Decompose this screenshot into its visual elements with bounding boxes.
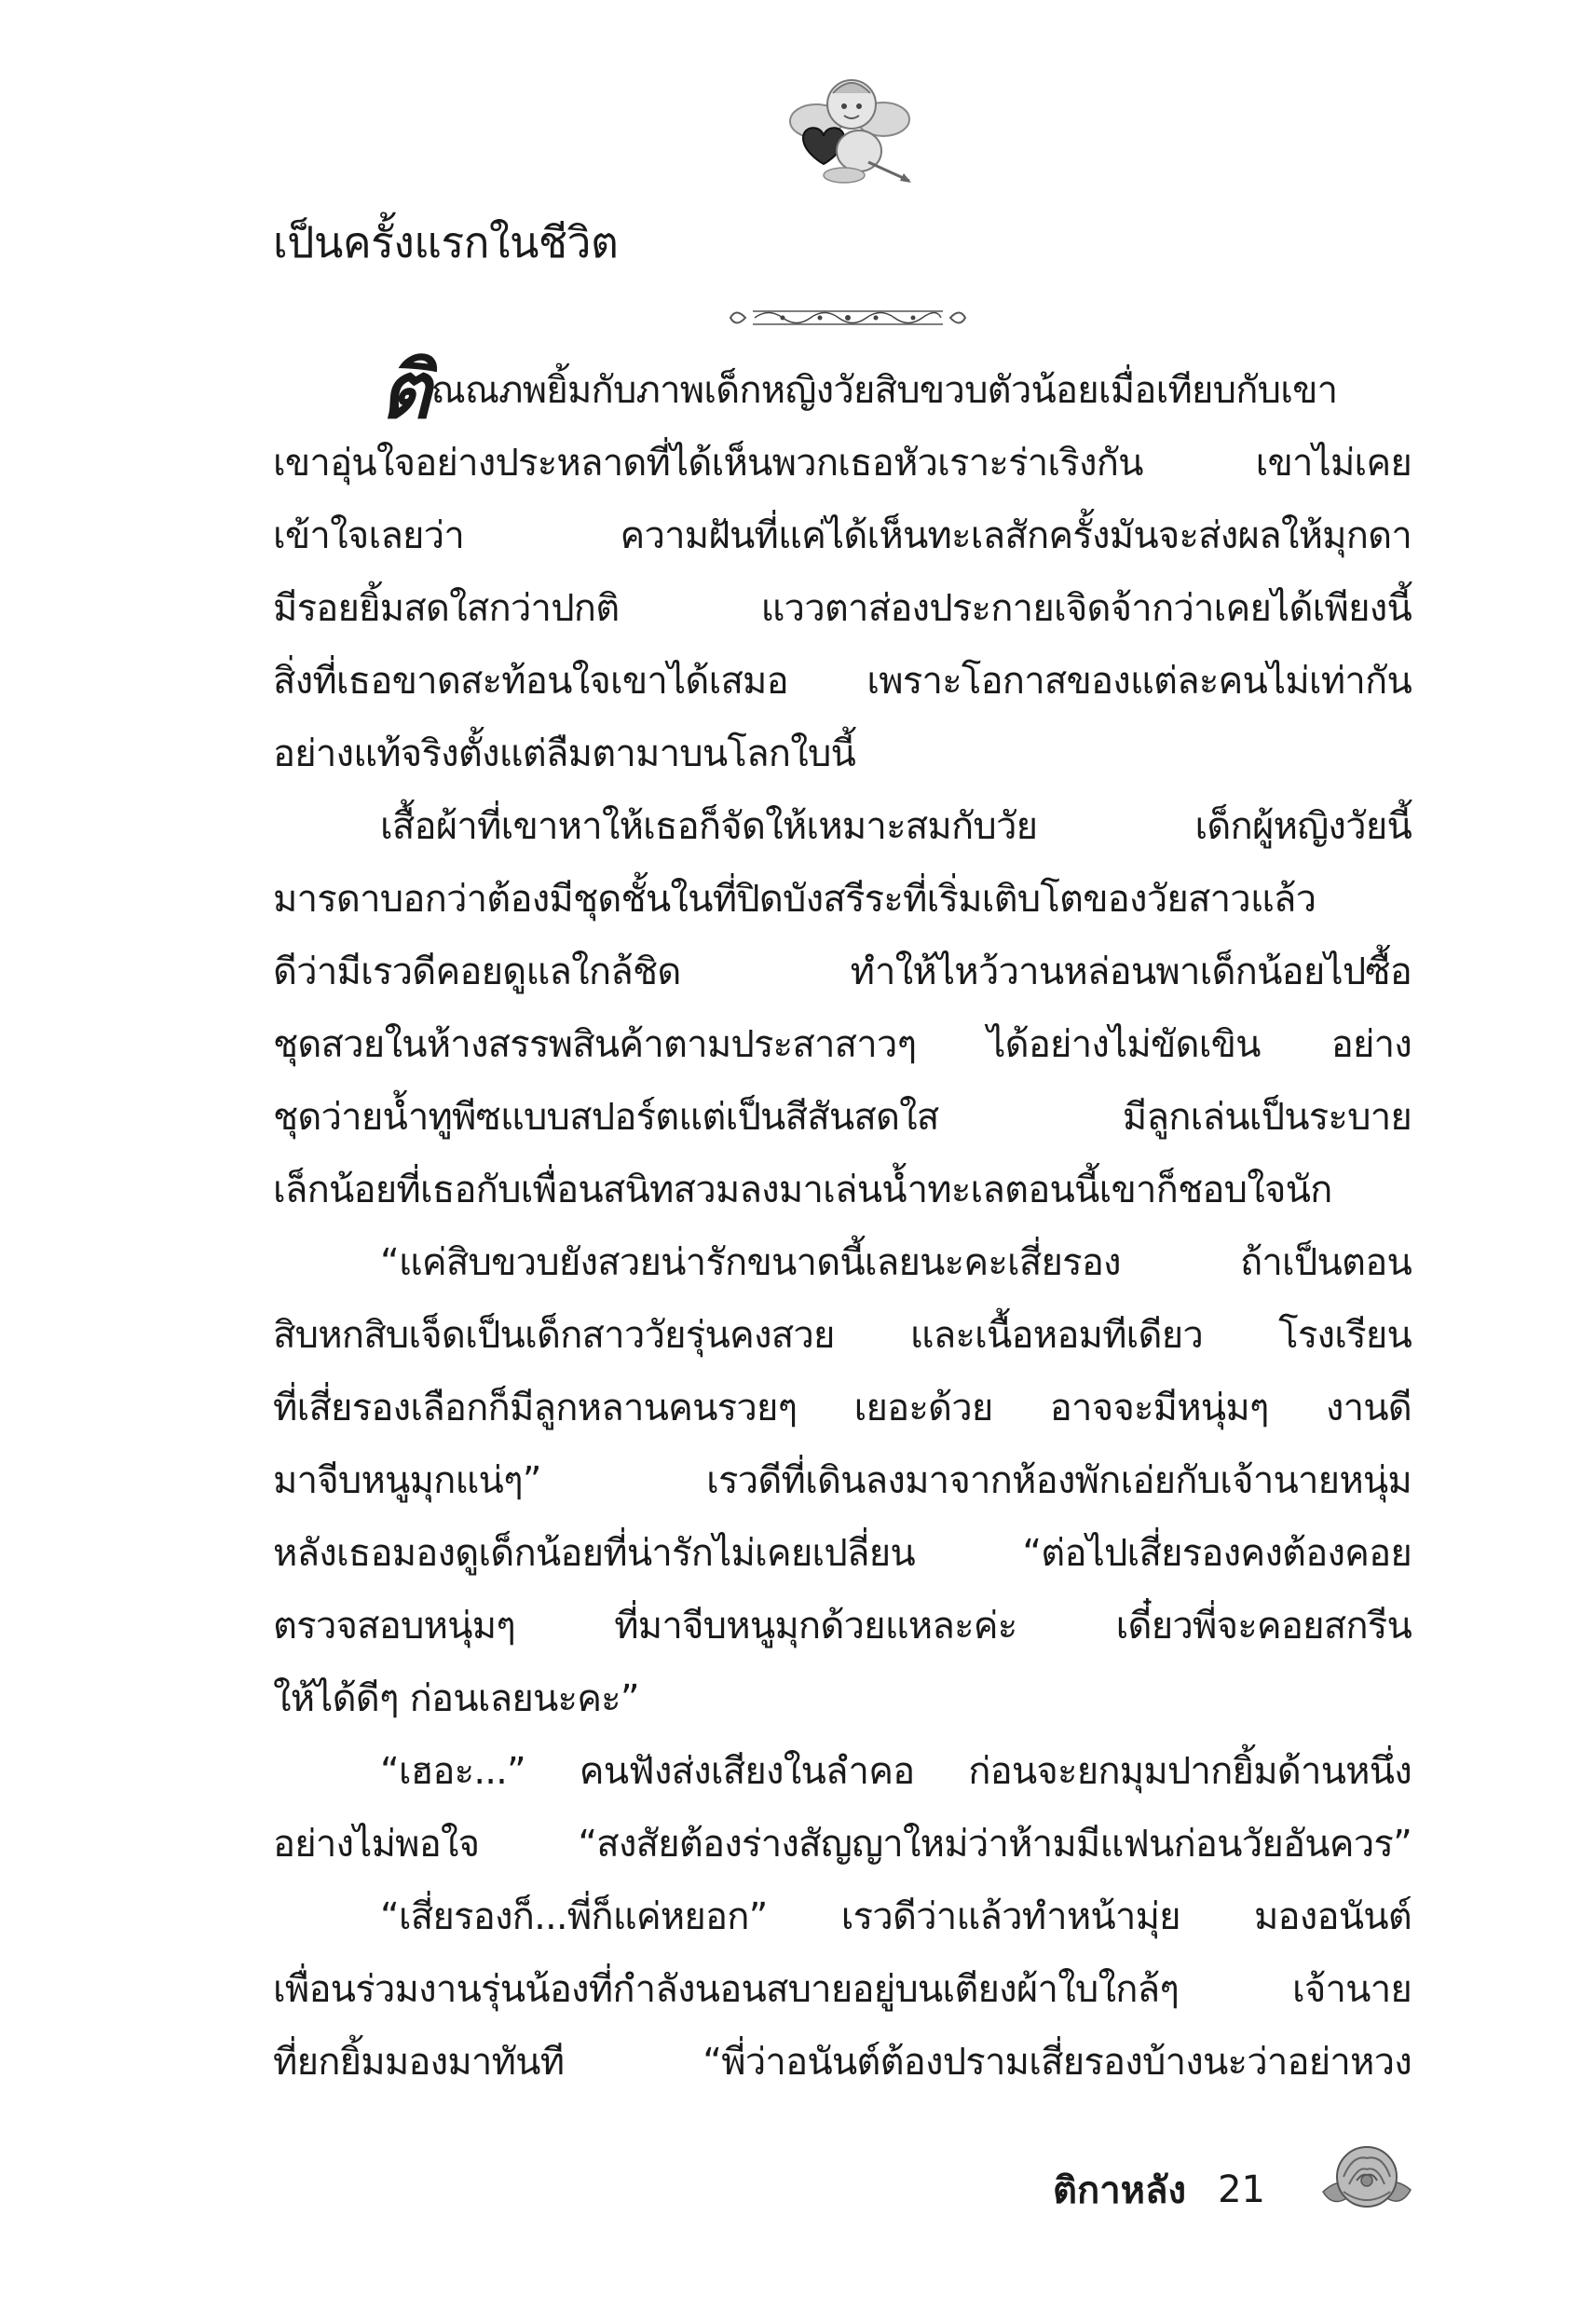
paragraph-line: สิบหกสิบเจ็ดเป็นเด็กสาววัยรุ่นคงสวย และเนื้อหอมทีเดียว โรงเรียน [273, 1314, 1412, 1357]
drop-cap: ติ [380, 345, 431, 436]
ornamental-divider-icon [727, 300, 969, 335]
running-title: ติกาหลัง [1053, 2169, 1187, 2212]
paragraph-line: หลังเธอมองดูเด็กน้อยที่น่ารักไม่เคยเปลี่ยน “ต่อไปเสี่ยรองคงต้องคอย [273, 1532, 1412, 1575]
paragraph-line: ติณณภพยิ้มกับภาพเด็กหญิงวัยสิบขวบตัวน้อยเมื่อเทียบกับเขา [380, 345, 1338, 436]
paragraph-line: ที่ยกยิ้มมองมาทันที “พี่ว่าอนันต์ต้องปรามเสี่ยรองบ้างนะว่าอย่าหวง [273, 2041, 1412, 2084]
rose-icon [1316, 2136, 1418, 2220]
paragraph-line: เขาอุ่นใจอย่างประหลาดที่ได้เห็นพวกเธอหัวเราะร่าเริงกัน เขาไม่เคย [273, 442, 1412, 485]
paragraph-line: “เฮอะ...” คนฟังส่งเสียงในลำคอ ก่อนจะยกมุมปากยิ้มด้านหนึ่ง [380, 1750, 1412, 1793]
paragraph-line: มารดาบอกว่าต้องมีชุดชั้นในที่ปิดบังสรีระที่เริ่มเติบโตของวัยสาวแล้ว [273, 878, 1316, 921]
paragraph-line: เพื่อนร่วมงานรุ่นน้องที่กำลังนอนสบายอยู่บนเตียงผ้าใบใกล้ๆ เจ้านาย [273, 1968, 1412, 2011]
paragraph-line: เล็กน้อยที่เธอกับเพื่อนสนิทสวมลงมาเล่นน้ำทะเลตอนนี้เขาก็ชอบใจนัก [273, 1169, 1332, 1211]
paragraph-line: อย่างแท้จริงตั้งแต่ลืมตามาบนโลกใบนี้ [273, 732, 856, 775]
paragraph-line: ดีว่ามีเรวดีคอยดูแลใกล้ชิด ทำให้ไหว้วานหล่อนพาเด็กน้อยไปซื้อ [273, 950, 1412, 993]
paragraph-line: สิ่งที่เธอขาดสะท้อนใจเขาได้เสมอ เพราะโอกาสของแต่ละคนไม่เท่ากัน [273, 660, 1412, 703]
body-text [273, 345, 1412, 2099]
paragraph-line: “แค่สิบขวบยังสวยน่ารักขนาดนี้เลยนะคะเสี่ยรอง ถ้าเป็นตอน [380, 1241, 1412, 1284]
paragraph-line: อย่างไม่พอใจ “สงสัยต้องร่างสัญญาใหม่ว่าห้ามมีแฟนก่อนวัยอันควร” [273, 1823, 1412, 1866]
paragraph-line: มาจีบหนูมุกแน่ๆ” เรวดีที่เดินลงมาจากห้องพักเอ่ยกับเจ้านายหนุ่ม [273, 1459, 1412, 1502]
paragraph-line: ให้ได้ดีๆ ก่อนเลยนะคะ” [273, 1677, 639, 1720]
paragraph-line: ชุดว่ายน้ำทูพีซแบบสปอร์ตแต่เป็นสีสันสดใส มีลูกเล่นเป็นระบาย [273, 1096, 1412, 1139]
paragraph-line: ที่เสี่ยรองเลือกก็มีลูกหลานคนรวยๆ เยอะด้วย อาจจะมีหนุ่มๆ งานดี [273, 1387, 1412, 1429]
cherub-holding-heart-icon [779, 65, 919, 186]
paragraph-line: เสื้อผ้าที่เขาหาให้เธอก็จัดให้เหมาะสมกับวัย เด็กผู้หญิงวัยนี้ [380, 805, 1412, 848]
paragraph-line: “เสี่ยรองก็...พี่ก็แค่หยอก” เรวดีว่าแล้วทำหน้ามุ่ย มองอนันต์ [380, 1895, 1412, 1938]
page-number: 21 [1218, 2168, 1265, 2211]
paragraph-line: เข้าใจเลยว่า ความฝันที่แค่ได้เห็นทะเลสักครั้งมันจะส่งผลให้มุกดา [273, 514, 1412, 557]
page-footer [1053, 2153, 1265, 2227]
paragraph-line: มีรอยยิ้มสดใสกว่าปกติ แววตาส่องประกายเจิดจ้ากว่าเคยได้เพียงนี้ [273, 587, 1412, 630]
paragraph-line: ตรวจสอบหนุ่มๆ ที่มาจีบหนูมุกด้วยแหละค่ะ เดี๋ยวพี่จะคอยสกรีน [273, 1605, 1412, 1648]
paragraph-line: ชุดสวยในห้างสรรพสินค้าตามประสาสาวๆ ได้อย่างไม่ขัดเขิน อย่าง [273, 1023, 1412, 1066]
chapter-title: เป็นครั้งแรกในชีวิต [273, 217, 619, 267]
